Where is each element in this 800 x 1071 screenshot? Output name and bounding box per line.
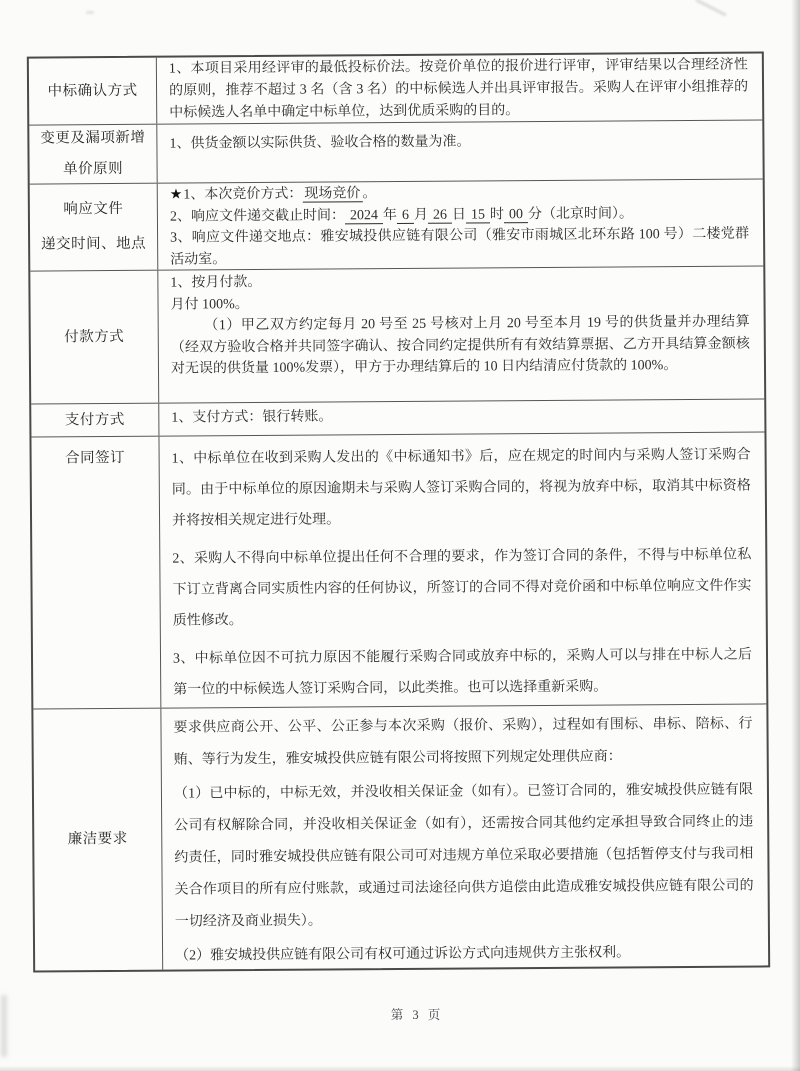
table-container bbox=[27, 51, 770, 972]
star-icon: ★ bbox=[169, 187, 184, 203]
deadline-minute: 00 bbox=[504, 207, 528, 223]
paragraph: 要求供应商公开、公平、公正参与本次采购（报价、采购），过程如有围标、串标、陪标、行贿、等行为发生，雅安城投供应链有限公司将按照下列规定处理供应商： bbox=[173, 716, 753, 768]
paragraph: （1）已中标的，中标无效，并没收相关保证金（如有）。已签订合同的，雅安城投供应链有限公司有权解除合同，并没收相关保证金（如有），还需按合同其他约定承担导致合同终止的违约责任，同时雅安城投供应链有限公司可对违规方单位采取必要措施（包括暂停支付与我司相关合作项目的所有应付账款，或通过司法途径向供方追偿由此造成雅安城投供应链有限公司的一切经济及商业损失）。 bbox=[173, 782, 754, 930]
paragraph: 1、中标单位在收到采购人发出的《中标通知书》后，应在规定的时间内与采购人签订采购合同。由于中标单位的原因逾期未与采购人签订采购合同的，将视为放弃中标，取消其中标资格并将按相关规定进行处理。 bbox=[171, 447, 751, 529]
row-content-payment-method bbox=[159, 399, 764, 435]
row-label-response-submission bbox=[30, 184, 159, 271]
bid-method-value: 现场竞价 bbox=[302, 186, 362, 202]
row-label-contract-signing bbox=[31, 437, 161, 709]
row-label-text: 变更及漏项新增 bbox=[40, 129, 146, 147]
paragraph: 1、本项目采用经评审的最低投标价法。按竞价单位的报价进行评审，评审结果以合理经济性的原则，推荐不超过 3 名（含 3 名）的中标候选人并出具评审报告。采购人在评审小组推荐的中标候选人名单中确定中标单位，达到优质采购的目的。 bbox=[168, 57, 749, 121]
table-row-change-principle bbox=[29, 119, 762, 183]
row-content-integrity-requirements bbox=[161, 704, 768, 969]
row-content-award-confirmation bbox=[157, 53, 762, 123]
deadline-suffix: （北京时间）。 bbox=[541, 205, 633, 222]
table-row-payment-terms bbox=[30, 265, 764, 403]
row-label-payment-method bbox=[31, 404, 159, 437]
table-row-response-submission bbox=[30, 178, 764, 270]
row-label-text: 付款方式 bbox=[64, 328, 125, 345]
deadline-hour: 15 bbox=[466, 207, 490, 223]
row-label-change-principle bbox=[29, 125, 157, 184]
scan-edge-right bbox=[791, 0, 800, 1071]
row-label-integrity-requirements bbox=[33, 709, 163, 971]
row-content-payment-terms bbox=[158, 266, 764, 402]
row-label-text: 合同签订 bbox=[65, 449, 126, 467]
unit-month: 月 bbox=[413, 207, 428, 223]
table-row-contract-signing bbox=[31, 431, 766, 708]
unit-year: 年 bbox=[382, 207, 397, 223]
scan-artifact-top-left bbox=[86, 11, 94, 14]
row-label-payment-terms bbox=[30, 271, 159, 404]
unit-day: 日 bbox=[451, 207, 466, 223]
row-label-text: 支付方式 bbox=[64, 411, 125, 428]
scan-artifact-top-right bbox=[695, 0, 727, 17]
paragraph: 1、按月付款。 bbox=[170, 274, 262, 291]
paragraph: （1）甲乙双方约定每月 20 号至 25 号核对上月 20 号至本月 19 号的供货量并办理结算（经双方验收合格并共同签字确认、按合同约定提供所有有效结算票据、乙方开具结算金额核对无误的供货量 100%发票），甲方于办理结算后的 10 日内结清应付货款的 100%。 bbox=[170, 314, 750, 377]
bid-method-suffix: 。 bbox=[362, 186, 377, 202]
unit-minute: 分 bbox=[527, 206, 542, 222]
paragraph: 3、中标单位因不可抗力原因不能履行采购合同或放弃中标的，采购人可以与排在中标人之后第一位的中标候选人签订采购合同，以此类推。也可以选择重新采购。 bbox=[172, 647, 753, 698]
row-label-text: 递交时间、地点 bbox=[41, 235, 147, 253]
bid-method-prefix: 1、本次竞价方式： bbox=[183, 186, 303, 203]
row-label-text: 廉洁要求 bbox=[67, 830, 128, 848]
paragraph: 月付 100%。 bbox=[170, 296, 249, 313]
row-label-award-confirmation bbox=[29, 58, 157, 125]
paragraph: 2、采购人不得向中标单位提出任何不合理的要求，作为签订合同的条件，不得与中标单位私下订立背离合同实质性内容的任何协议，所签订的合同不得对竞价函和中标单位响应文件作实质性修改。 bbox=[172, 547, 752, 629]
row-label-text: 单价原则 bbox=[63, 160, 124, 178]
table-row-award-confirmation bbox=[29, 53, 762, 124]
row-label-text: 响应文件 bbox=[63, 200, 124, 218]
deadline-month: 6 bbox=[397, 207, 414, 223]
deadline-day: 26 bbox=[428, 207, 452, 223]
row-label-text: 中标确认方式 bbox=[47, 82, 138, 99]
deadline-year: 2024 bbox=[345, 208, 383, 224]
row-content-response-submission bbox=[158, 179, 764, 269]
table-row-payment-method bbox=[31, 398, 764, 436]
deadline-prefix: 2、响应文件递交截止时间： bbox=[169, 207, 345, 225]
scan-edge-bottom bbox=[0, 1066, 800, 1071]
table-row-integrity-requirements bbox=[33, 703, 768, 970]
row-content-contract-signing bbox=[159, 432, 766, 707]
paragraph: （2）雅安城投供应链有限公司有权可通过诉讼方式向违规供方主张权利。 bbox=[175, 945, 631, 964]
unit-hour: 时 bbox=[489, 206, 504, 222]
paragraph: 1、支付方式：银行转账。 bbox=[171, 409, 333, 426]
paragraph: 1、供货金额以实际供货、验收合格的数量为准。 bbox=[169, 134, 471, 152]
procurement-terms-table bbox=[27, 51, 770, 972]
page-number: 第 3 页 bbox=[390, 1008, 444, 1022]
location-line: 3、响应文件递交地点：雅安城投供应链有限公司（雅安市雨城区北环东路 100 号）二楼党群活动室。 bbox=[170, 226, 750, 268]
row-content-change-principle bbox=[157, 120, 762, 182]
